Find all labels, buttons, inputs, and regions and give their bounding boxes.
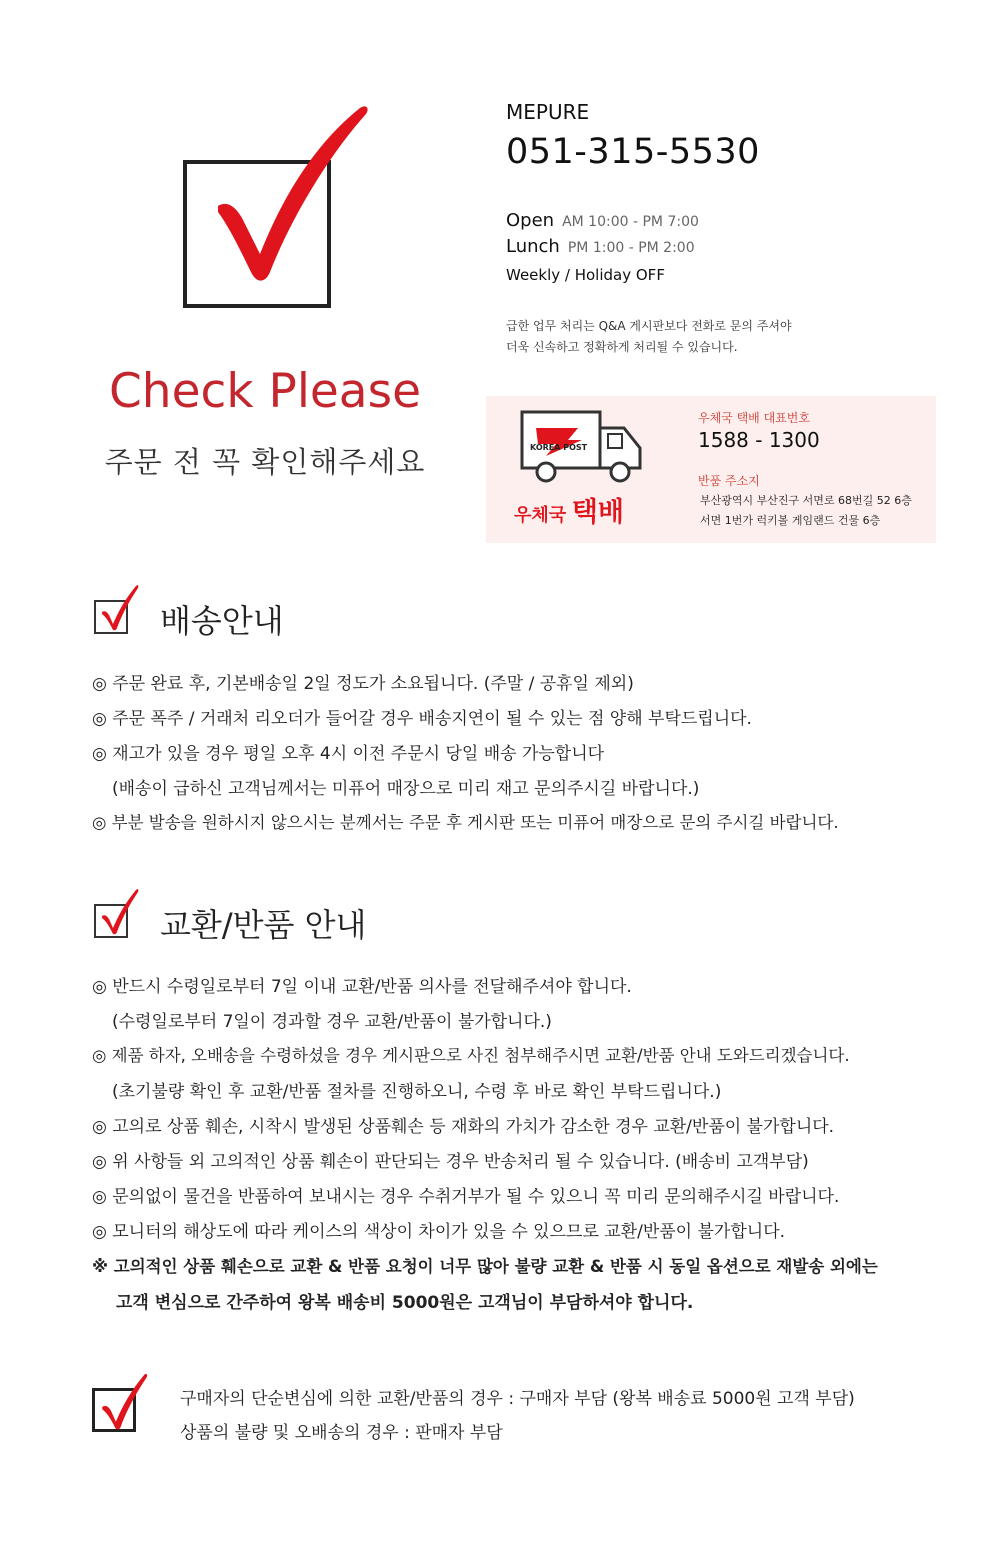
exchange-warning-line: 고객 변심으로 간주하여 왕복 배송비 5000원은 고객님이 부담하셔야 합니다.: [116, 1293, 694, 1313]
lunch-hours: [506, 236, 695, 257]
shipping-line: ◎ 주문 폭주 / 거래처 리오더가 들어갈 경우 배송지연이 될 수 있는 점 양해 부탁드립니다.: [92, 709, 752, 729]
check-please-title: Check Please: [108, 364, 422, 419]
lunch-hours-value: PM 1:00 - PM 2:00: [567, 240, 695, 256]
contact-note-2: 더욱 신속하고 정확하게 처리될 수 있습니다.: [506, 340, 738, 354]
footer-line-2: 상품의 불량 및 오배송의 경우 : 판매자 부담: [180, 1423, 503, 1443]
exchange-line: ◎ 위 사항들 외 고의적인 상품 훼손이 판단되는 경우 반송처리 될 수 있습니다. (배송비 고객부담): [92, 1152, 809, 1172]
weekly-off: Weekly / Holiday OFF: [506, 266, 665, 284]
post-brand-big: 택배: [571, 497, 624, 528]
open-hours: [506, 210, 699, 231]
shipping-line: ◎ 재고가 있을 경우 평일 오후 4시 이전 주문시 당일 배송 가능합니다: [92, 744, 605, 764]
shipping-line: (배송이 급하신 고객님께서는 미퓨어 매장으로 미리 재고 문의주시길 바랍니다.): [112, 779, 700, 799]
exchange-check-icon: [96, 886, 140, 938]
exchange-line: (수령일로부터 7일이 경과할 경우 교환/반품이 불가합니다.): [112, 1012, 552, 1032]
return-address-1: 부산광역시 부산진구 서면로 68번길 52 6층: [700, 494, 912, 507]
exchange-line: (초기불량 확인 후 교환/반품 절차를 진행하오니, 수령 후 바로 확인 부탁드립니다.): [112, 1082, 722, 1102]
shipping-check-icon: [96, 582, 140, 634]
return-address-2: 서면 1번가 럭키볼 게임랜드 건물 6층: [700, 514, 881, 527]
phone-number: 051-315-5530: [506, 132, 760, 172]
exchange-line: ◎ 제품 하자, 오배송을 수령하셨을 경우 게시판으로 사진 첨부해주시면 교환/반품 안내 도와드리겠습니다.: [92, 1046, 850, 1065]
korea-post-panel: [486, 396, 936, 543]
brand-name: MEPURE: [506, 100, 590, 124]
korea-post-logo-text: KOREA POST: [530, 443, 588, 452]
post-brand-small: 우체국: [514, 505, 567, 526]
exchange-warning-line: ※ 고의적인 상품 훼손으로 교환 & 반품 요청이 너무 많아 불량 교환 & 반품 시 동일 옵션으로 재발송 외에는: [92, 1257, 878, 1276]
footer-line-1: 구매자의 단순변심에 의한 교환/반품의 경우 : 구매자 부담 (왕복 배송료 5000원 고객 부담): [180, 1389, 855, 1409]
shipping-line: ◎ 주문 완료 후, 기본배송일 2일 정도가 소요됩니다. (주말 / 공휴일 제외): [92, 674, 634, 694]
shipping-line: ◎ 부분 발송을 원하시지 않으시는 분께서는 주문 후 게시판 또는 미퓨어 매장으로 문의 주시길 바랍니다.: [92, 813, 839, 832]
shipping-title: 배송안내: [160, 602, 284, 640]
exchange-title: 교환/반품 안내: [160, 906, 367, 944]
open-label: Open: [506, 210, 555, 231]
post-brand: [514, 490, 624, 529]
exchange-line: ◎ 반드시 수령일로부터 7일 이내 교환/반품 의사를 전달해주셔야 합니다.: [92, 977, 632, 997]
lunch-label: Lunch: [506, 236, 560, 257]
check-please-subtitle: 주문 전 꼭 확인해주세요: [104, 445, 426, 479]
contact-note-1: 급한 업무 처리는 Q&A 게시판보다 전화로 문의 주셔야: [506, 319, 792, 333]
exchange-line: ◎ 모니터의 해상도에 따라 케이스의 색상이 차이가 있을 수 있으므로 교환/반품이 불가합니다.: [92, 1222, 786, 1242]
return-address-label: 반품 주소지: [698, 474, 760, 488]
checkmark-icon: [170, 96, 390, 316]
rep-number: 1588 - 1300: [698, 428, 820, 452]
open-hours-value: AM 10:00 - PM 7:00: [562, 214, 699, 230]
rep-number-label: 우체국 택배 대표번호: [698, 411, 810, 425]
exchange-line: ◎ 고의로 상품 훼손, 시착시 발생된 상품훼손 등 재화의 가치가 감소한 경우 교환/반품이 불가합니다.: [92, 1117, 835, 1137]
exchange-line: ◎ 문의없이 물건을 반품하여 보내시는 경우 수취거부가 될 수 있으니 꼭 미리 문의해주시길 바랍니다.: [92, 1187, 840, 1207]
footer-check-icon: [94, 1370, 150, 1434]
